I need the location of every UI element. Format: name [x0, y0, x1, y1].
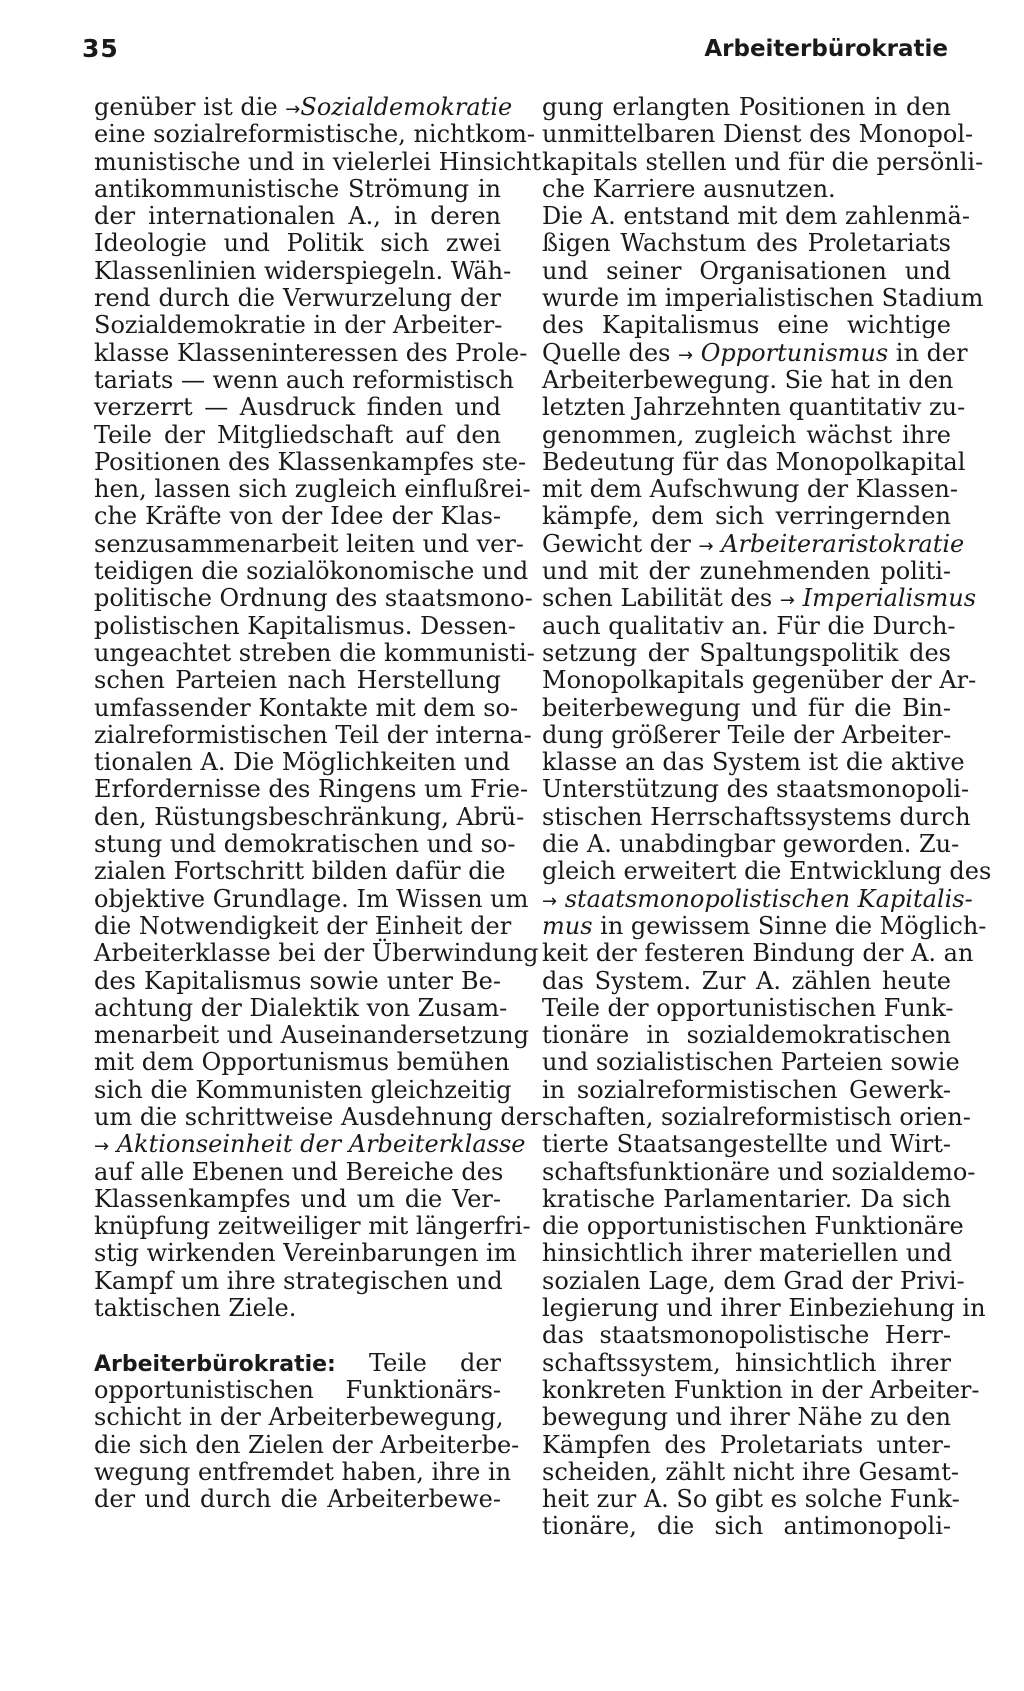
- text-line: hinsichtlich ihrer materiellen und: [542, 1239, 953, 1268]
- running-head: Arbeiterbürokratie: [704, 36, 948, 62]
- text-line: keit der festeren Bindung der A. an: [542, 939, 974, 968]
- text-line: tionäre in sozialdemokratischen: [542, 1021, 951, 1050]
- text-line: setzung der Spaltungspolitik des: [542, 638, 951, 667]
- text-line: schaften, sozialreformistisch orien-: [542, 1102, 971, 1131]
- text-line: [542, 884, 973, 913]
- cross-reference-term[interactable]: Arbeiteraristokratie: [713, 529, 965, 558]
- text-line: bewegung und ihrer Nähe zu den: [542, 1403, 951, 1432]
- line-text: Teile der: [335, 1348, 501, 1377]
- line-text: in der: [888, 338, 968, 367]
- text-line: ßigen Wachstum des Proletariats: [542, 229, 951, 258]
- text-line: wurde im imperialistischen Stadium: [542, 284, 984, 313]
- text-line: und sozialistischen Parteien sowie: [542, 1048, 960, 1077]
- text-line: der internationalen A., in deren: [94, 202, 501, 231]
- text-line: Sozialdemokratie in der Arbeiter-: [94, 311, 503, 340]
- text-line: schaftsfunktionäre und sozialdemo-: [542, 1157, 976, 1186]
- text-line: stig wirkenden Vereinbarungen im: [94, 1239, 517, 1268]
- text-line: menarbeit und Auseinandersetzung: [94, 1021, 529, 1050]
- cross-reference-term[interactable]: Sozialdemokratie: [300, 93, 513, 121]
- line-text: schen Labilität des: [542, 584, 780, 613]
- text-line: Positionen des Klassenkampfes ste-: [94, 447, 527, 476]
- text-line: [542, 338, 968, 367]
- text-line: che Kräfte von der Idee der Klas-: [94, 502, 501, 531]
- text-line: Kämpfen des Proletariats unter-: [542, 1430, 951, 1459]
- text-line: Bedeutung für das Monopolkapital: [542, 447, 966, 476]
- text-line: [542, 529, 965, 558]
- text-line: eine sozialreformistische, nichtkom-: [94, 120, 535, 149]
- text-line: genommen, zugleich wächst ihre: [542, 420, 951, 449]
- text-line: des Kapitalismus eine wichtige: [542, 311, 951, 340]
- text-line: unmittelbaren Dienst des Monopol-: [542, 120, 974, 149]
- text-line: Ideologie und Politik sich zwei: [94, 229, 501, 258]
- text-line: taktischen Ziele.: [94, 1294, 297, 1323]
- text-line: die Notwendigkeit der Einheit der: [94, 911, 512, 940]
- entry-headword: Arbeiterbürokratie:: [94, 1351, 336, 1377]
- line-text: in gewissem Sinne die Möglich-: [592, 911, 987, 940]
- text-line: antikommunistische Strömung in: [94, 174, 501, 203]
- text-line: objektive Grundlage. Im Wissen um: [94, 884, 529, 913]
- text-line: [94, 93, 513, 121]
- text-line: auch qualitativ an. Für die Durch-: [542, 611, 956, 640]
- cross-reference-term[interactable]: staatsmonopolistischen Kapitalis-: [557, 884, 973, 913]
- text-line: um die schrittweise Ausdehnung der: [94, 1102, 542, 1131]
- text-line: [542, 911, 987, 940]
- text-line: die A. unabdingbar geworden. Zu-: [542, 830, 960, 859]
- text-line: Teile der Mitgliedschaft auf den: [94, 420, 501, 449]
- cross-reference-term[interactable]: Opportunismus: [693, 338, 889, 367]
- paragraph-gap: [94, 1322, 501, 1349]
- cross-reference-arrow-icon: →: [779, 590, 795, 612]
- text-line: tariats — wenn auch reformistisch: [94, 365, 514, 394]
- text-line: die opportunistischen Funktionäre: [542, 1212, 964, 1241]
- text-line: tierte Staatsangestellte und Wirt-: [542, 1130, 951, 1159]
- text-line: kratische Parlamentarier. Da sich: [542, 1184, 951, 1213]
- text-line: [542, 584, 977, 613]
- text-line: den, Rüstungsbeschränkung, Abrü-: [94, 802, 525, 831]
- text-line: Arbeiterklasse bei der Überwindung: [94, 939, 539, 968]
- cross-reference-arrow-icon: →: [678, 344, 694, 366]
- cross-reference-arrow-icon: →: [285, 99, 301, 120]
- text-line: Klassenkampfes und um die Ver-: [94, 1184, 501, 1213]
- text-line: achtung der Dialektik von Zusam-: [94, 993, 508, 1022]
- text-line: die sich den Zielen der Arbeiterbe-: [94, 1430, 520, 1459]
- line-text: genüber ist die: [94, 93, 286, 121]
- cross-reference-arrow-icon: →: [542, 890, 558, 912]
- text-line: letzten Jahrzehnten quantitativ zu-: [542, 393, 966, 422]
- text-line: zialreformistischen Teil der interna-: [94, 720, 532, 749]
- text-line: opportunistischen Funktionärs-: [94, 1375, 501, 1404]
- text-line: Monopolkapitals gegenüber der Ar-: [542, 666, 977, 695]
- text-line: konkreten Funktion in der Arbeiter-: [542, 1375, 980, 1404]
- text-line: schaftssystem, hinsichtlich ihrer: [542, 1348, 951, 1377]
- text-line: kämpfe, dem sich verringernden: [542, 502, 951, 531]
- text-line: stischen Herrschaftssystems durch: [542, 802, 971, 831]
- text-line: Unterstützung des staatsmonopoli-: [542, 775, 970, 804]
- text-line: schicht in der Arbeiterbewegung,: [94, 1403, 504, 1432]
- text-line: und seiner Organisationen und: [542, 256, 951, 285]
- text-line: che Karriere ausnutzen.: [542, 174, 836, 203]
- text-line: senzusammenarbeit leiten und ver-: [94, 529, 524, 558]
- cross-reference-term[interactable]: mus: [542, 911, 593, 940]
- text-line: politische Ordnung des staatsmono-: [94, 584, 533, 613]
- text-line: sich die Kommunisten gleichzeitig: [94, 1075, 512, 1104]
- text-line: das System. Zur A. zählen heute: [542, 966, 951, 995]
- text-line: auf alle Ebenen und Bereiche des: [94, 1157, 504, 1186]
- text-line: umfassender Kontakte mit dem so-: [94, 693, 519, 722]
- text-line: in sozialreformistischen Gewerk-: [542, 1075, 951, 1104]
- left-text-column: [94, 93, 542, 1514]
- cross-reference-arrow-icon: →: [698, 535, 714, 557]
- text-line: schen Parteien nach Herstellung: [94, 666, 501, 695]
- text-line: zialen Fortschritt bilden dafür die: [94, 857, 506, 886]
- cross-reference-term[interactable]: Imperialismus: [794, 584, 977, 613]
- text-line: hen, lassen sich zugleich einflußrei-: [94, 475, 531, 504]
- text-line: [94, 1130, 526, 1159]
- text-line: Die A. entstand mit dem zahlenmä-: [542, 202, 970, 231]
- text-line: teidigen die sozialökonomische und: [94, 557, 529, 586]
- text-line: Arbeiterbewegung. Sie hat in den: [542, 365, 954, 394]
- text-line: [94, 1350, 501, 1377]
- text-line: scheiden, zählt nicht ihre Gesamt-: [542, 1457, 959, 1486]
- text-line: verzerrt — Ausdruck finden und: [94, 393, 501, 422]
- text-line: das staatsmonopolistische Herr-: [542, 1321, 951, 1350]
- page-number: 35: [82, 34, 119, 63]
- text-line: sozialen Lage, dem Grad der Privi-: [542, 1266, 965, 1295]
- text-line: gung erlangten Positionen in den: [542, 93, 951, 121]
- text-line: legierung und ihrer Einbeziehung in: [542, 1294, 986, 1323]
- text-line: dung größerer Teile der Arbeiter-: [542, 720, 952, 749]
- cross-reference-arrow-icon: →: [94, 1136, 110, 1158]
- text-line: der und durch die Arbeiterbewe-: [94, 1485, 501, 1514]
- right-text-column: [542, 93, 992, 1541]
- text-line: Erfordernisse des Ringens um Frie-: [94, 775, 529, 804]
- text-line: Klassenlinien widerspiegeln. Wäh-: [94, 256, 512, 285]
- text-line: stung und demokratischen und so-: [94, 830, 516, 859]
- text-line: tionäre, die sich antimonopoli-: [542, 1512, 951, 1541]
- text-line: polistischen Kapitalismus. Dessen-: [94, 611, 516, 640]
- text-line: klasse Klasseninteressen des Prole-: [94, 338, 528, 367]
- text-line: Kampf um ihre strategischen und: [94, 1266, 503, 1295]
- text-line: und mit der zunehmenden politi-: [542, 557, 951, 586]
- text-line: Teile der opportunistischen Funk-: [542, 993, 954, 1022]
- text-line: des Kapitalismus sowie unter Be-: [94, 966, 501, 995]
- text-line: tionalen A. Die Möglichkeiten und: [94, 748, 511, 777]
- text-line: munistische und in vielerlei Hinsicht: [94, 147, 542, 176]
- text-line: knüpfung zeitweiliger mit längerfri-: [94, 1212, 531, 1241]
- text-line: mit dem Aufschwung der Klassen-: [542, 475, 958, 504]
- text-line: mit dem Opportunismus bemühen: [94, 1048, 510, 1077]
- text-line: heit zur A. So gibt es solche Funk-: [542, 1485, 960, 1514]
- text-line: kapitals stellen und für die persönli-: [542, 147, 984, 176]
- text-line: wegung entfremdet haben, ihre in: [94, 1457, 512, 1486]
- text-line: beiterbewegung und für die Bin-: [542, 693, 951, 722]
- text-line: rend durch die Verwurzelung der: [94, 284, 501, 313]
- line-text: Gewicht der: [542, 529, 699, 558]
- text-line: gleich erweitert die Entwicklung des: [542, 857, 992, 886]
- text-line: ungeachtet streben die kommunisti-: [94, 638, 535, 667]
- text-line: klasse an das System ist die aktive: [542, 748, 965, 777]
- line-text: Quelle des: [542, 338, 679, 367]
- cross-reference-term[interactable]: Aktionseinheit der Arbeiterklasse: [109, 1130, 526, 1159]
